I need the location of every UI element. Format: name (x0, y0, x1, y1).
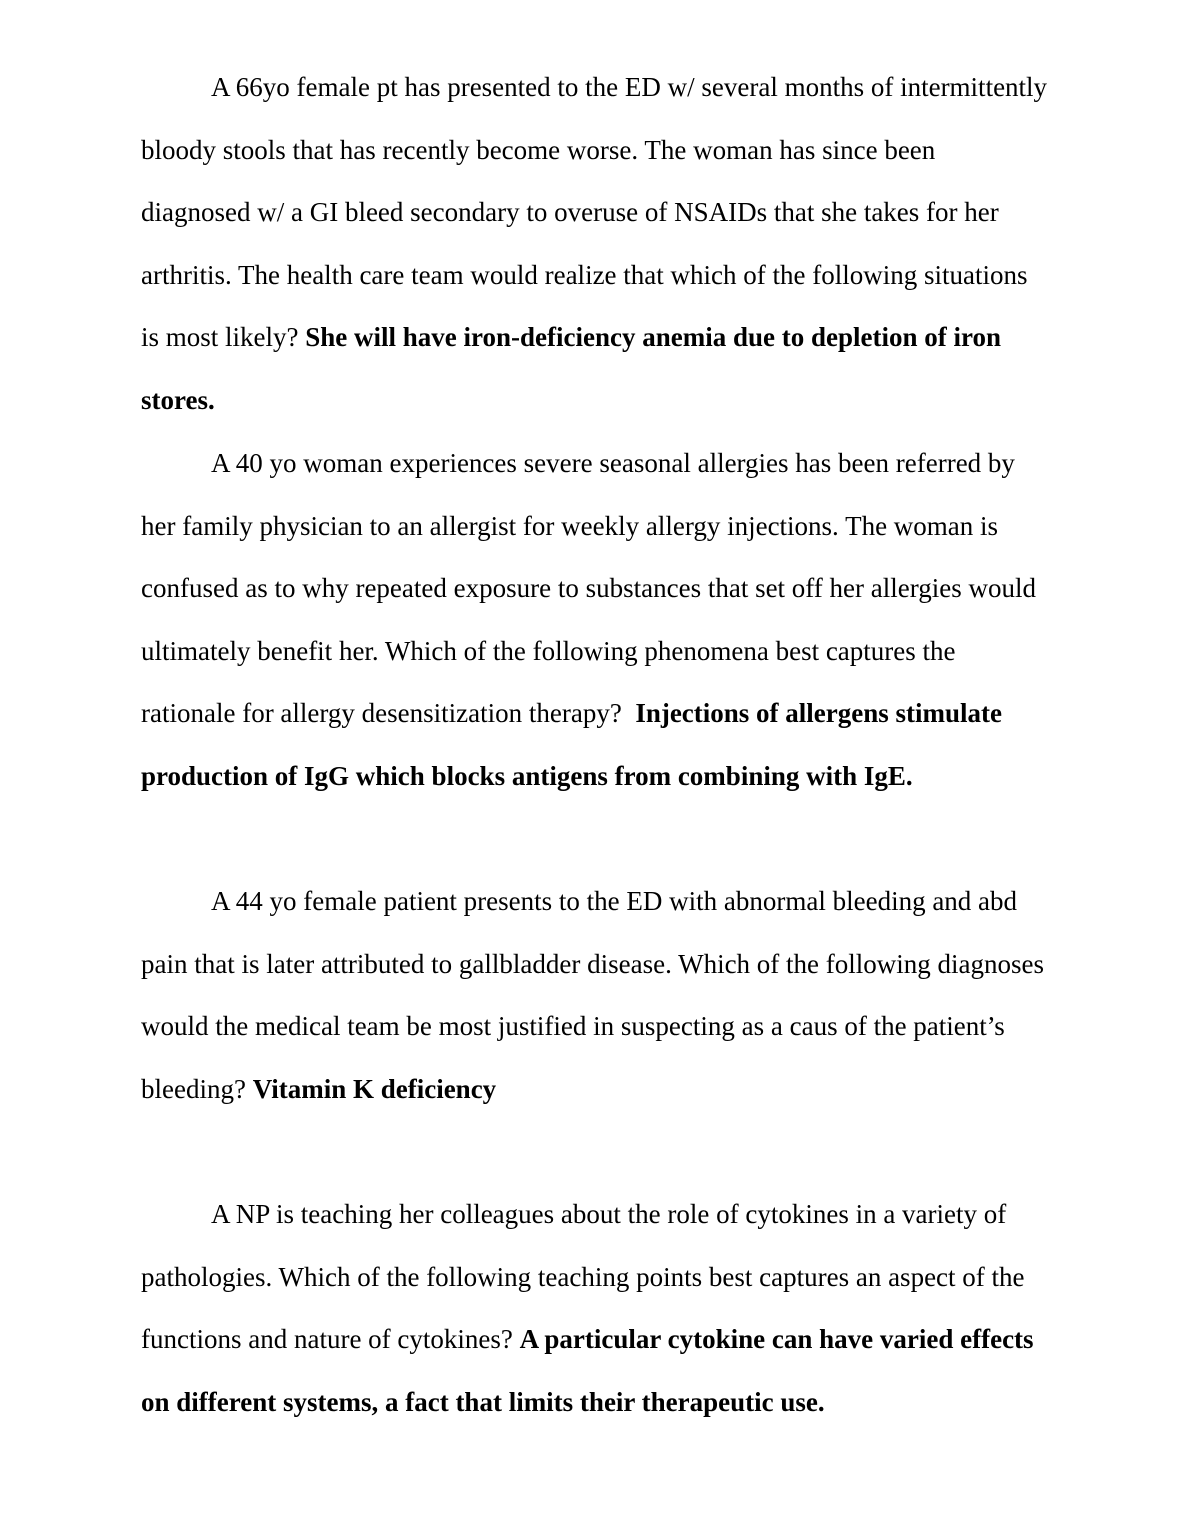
question-block-3 (141, 870, 1051, 1120)
question-text-3: A 44 yo female patient presents to the ED with abnormal bleeding and abd pain that is later attributed to gallbladder disease. Which of the following diagnoses would the medical team be most justified in suspecting as a caus of the patient’s bleeding? (141, 886, 1045, 1104)
question-text-1: A 66yo female pt has presented to the ED w/ several months of intermittently bloody stools that has recently become worse. The woman has since been diagnosed w/ a GI bleed secondary to overuse of NSAIDs that she takes for her arthritis. The health care team would realize that which of the following situations is most likely? (141, 72, 1048, 352)
question-block-2 (141, 432, 1051, 807)
answer-text-3: Vitamin K deficiency (252, 1073, 497, 1104)
answer-text-1: She will have iron-deficiency anemia due to depletion of iron stores. (141, 322, 1002, 415)
answer-text-4: A particular cytokine can have varied effects on different systems, a fact that limits their therapeutic use. (141, 1324, 1034, 1417)
question-block-1 (141, 56, 1051, 431)
question-text-2: A 40 yo woman experiences severe seasonal allergies has been referred by her family physician to an allergist for weekly allergy injections. The woman is confused as to why repeated exposure to substances that set off her allergies would ultimately benefit her. Which of the following phenomena best captures the rationale for allergy desensitization therapy? (141, 448, 1036, 728)
question-block-4 (141, 1183, 1051, 1433)
question-text-4: A NP is teaching her colleagues about the role of cytokines in a variety of pathologies. Which of the following teaching points best captures an aspect of the functions and nature of cytokines? (141, 1199, 1025, 1354)
answer-text-2: Injections of allergens stimulate production of IgG which blocks antigens from combining with IgE. (141, 698, 1003, 791)
